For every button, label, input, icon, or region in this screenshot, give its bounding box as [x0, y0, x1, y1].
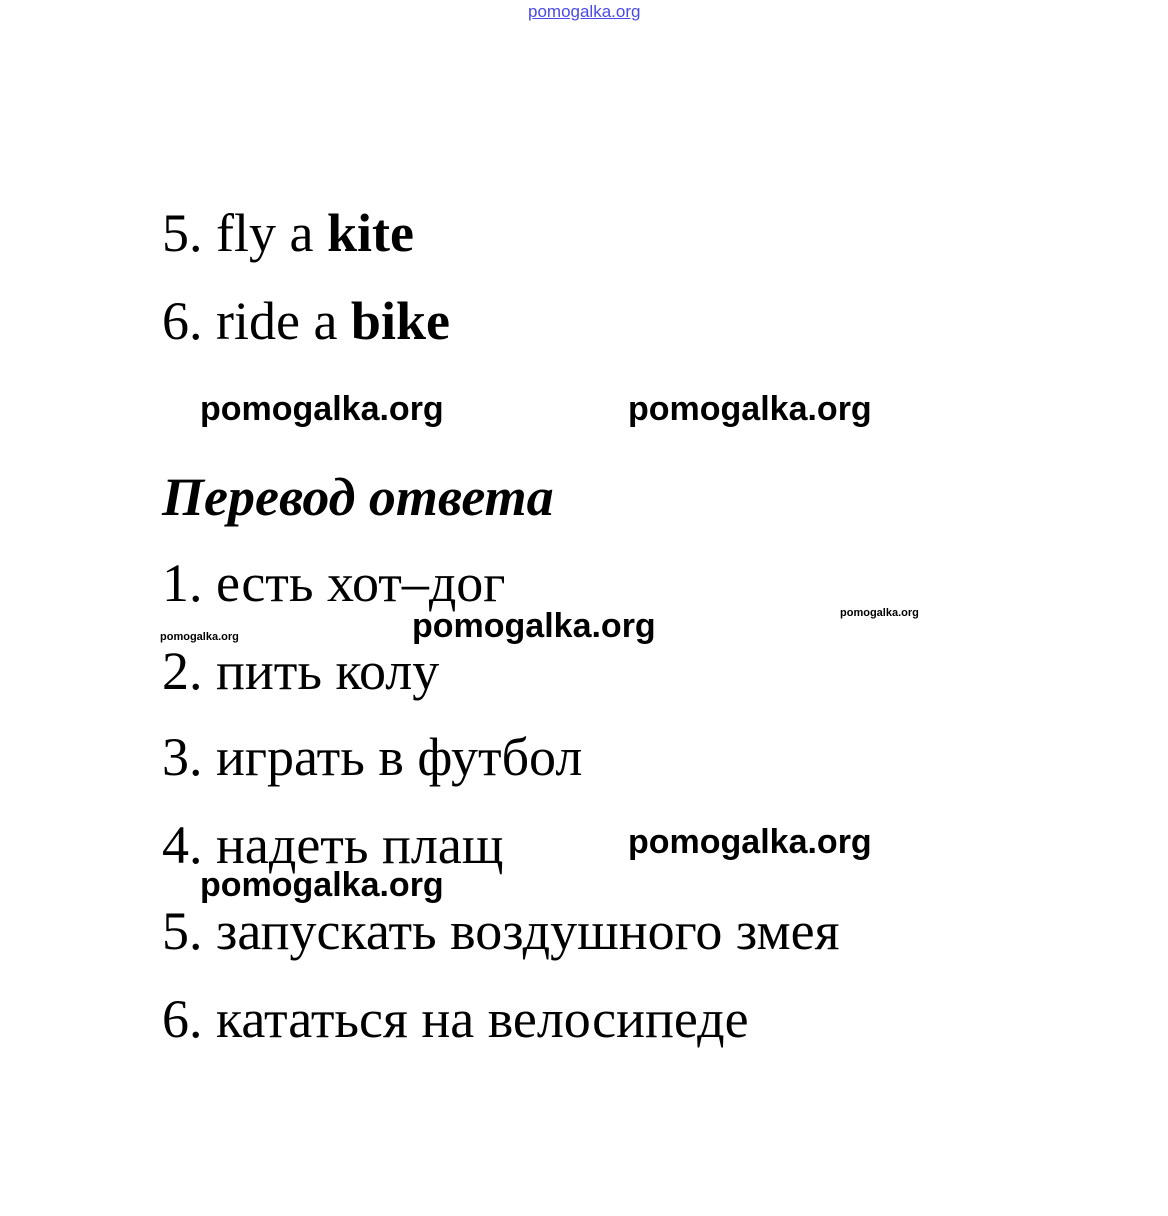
- translation-item-2: 2. пить колу: [162, 641, 440, 701]
- answer-number: 5.: [162, 203, 203, 263]
- answer-line-6: [162, 291, 450, 351]
- answer-verb: fly a: [216, 203, 314, 263]
- watermark-text: pomogalka.org: [160, 631, 239, 643]
- translation-item-3: 3. играть в футбол: [162, 727, 583, 787]
- answer-line-5: [162, 203, 414, 263]
- answer-verb: ride a: [216, 291, 338, 351]
- translation-item-4: 4. надеть плащ: [162, 815, 504, 875]
- translation-item-5: 5. запускать воздушного змея: [162, 901, 840, 961]
- watermark-text: pomogalka.org: [412, 607, 656, 645]
- watermark-text: pomogalka.org: [628, 823, 872, 861]
- top-watermark-link[interactable]: pomogalka.org: [528, 2, 641, 21]
- watermark-text: pomogalka.org: [628, 390, 872, 428]
- translation-item-1: 1. есть хот–дог: [162, 553, 506, 613]
- answer-keyword: kite: [326, 203, 414, 263]
- watermark-text: pomogalka.org: [840, 607, 919, 619]
- watermark-text: pomogalka.org: [200, 390, 444, 428]
- watermark-text: pomogalka.org: [200, 866, 444, 904]
- translation-heading: Перевод ответа: [162, 467, 554, 527]
- answer-keyword: bike: [350, 291, 450, 351]
- translation-item-6: 6. кататься на велосипеде: [162, 989, 749, 1049]
- answer-number: 6.: [162, 291, 203, 351]
